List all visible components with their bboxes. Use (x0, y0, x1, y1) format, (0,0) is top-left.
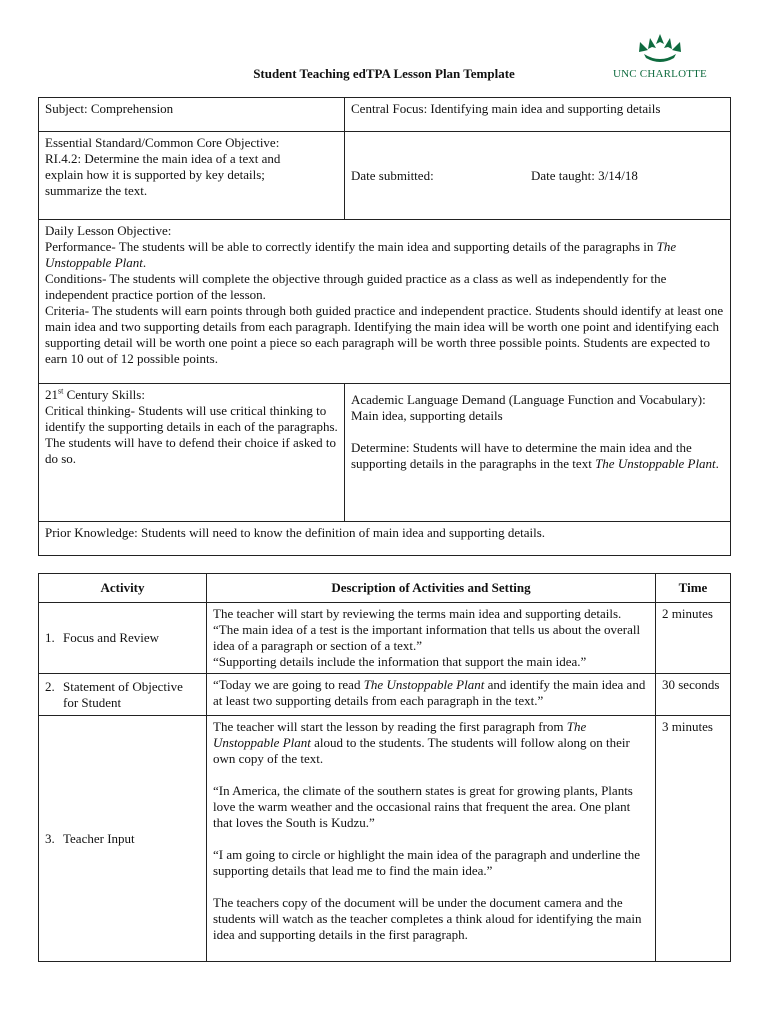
description-body: The teacher will start the lesson by reading the first paragraph from (213, 719, 567, 734)
time-header: Time (656, 574, 731, 603)
description-header: Description of Activities and Setting (207, 574, 656, 603)
activity-description (207, 674, 656, 716)
activity-time: 30 seconds (656, 674, 731, 716)
description-line: “The main idea of a test is the important information that tells us about the overall idea of a paragraph or section of a text.” (213, 622, 641, 653)
standard-line: Essential Standard/Common Core Objective: (45, 135, 280, 150)
activity-description (207, 603, 656, 674)
activity-number: 3. (45, 830, 55, 846)
table-row (39, 603, 731, 674)
activity-name: Statement of Objective (63, 678, 183, 694)
activity-name-cell (39, 603, 207, 674)
activity-number: 1. (45, 630, 55, 645)
academic-heading: Academic Language Demand (Language Function and Vocabulary): (351, 392, 706, 407)
skills-heading-text: Century Skills: (63, 387, 145, 402)
skills-cell (39, 384, 345, 522)
daily-objective-heading: Daily Lesson Objective: (45, 223, 172, 238)
date-taught: Date taught: 3/14/18 (531, 167, 638, 183)
standard-line: RI.4.2: Determine the main idea of a text and (45, 151, 281, 166)
prior-knowledge-cell (39, 522, 731, 556)
activity-header: Activity (39, 574, 207, 603)
book-title: The Unstoppable Plant (45, 239, 677, 270)
table-row (39, 674, 731, 716)
skills-heading (45, 387, 338, 403)
description-body-end: and identify the main idea and at least two supporting details from each paragraph in the text.” (213, 677, 646, 708)
book-title: The Unstoppable Plant (363, 677, 485, 692)
logo-wordmark: UNC CHARLOTTE (613, 68, 707, 80)
description-line: “Supporting details include the information that support the main idea.” (213, 654, 587, 669)
conditions-text: Conditions- The students will complete the objective through guided practice as a class as well as independently for the independent practice portion of the lesson. (45, 271, 667, 302)
performance-end: . (142, 255, 147, 270)
determine-text (351, 440, 724, 472)
activity-time: 2 minutes (656, 603, 731, 674)
subject-cell (39, 98, 345, 132)
criteria-text: Criteria- The students will earn points through both guided practice and independent practice. Students should identify at least one main idea and two supporting details from each paragraph. Identifying the main idea will be worth one point and identifying each supporting detail will be worth one point a piece so each paragraph will be worth three possible points. Students are expected to earn 10 out of 12 possible points. (45, 303, 724, 366)
lesson-plan-table (38, 97, 731, 556)
activity-name: Focus and Review (63, 630, 160, 645)
description-paragraph: “I am going to circle or highlight the main idea of the paragraph and underline the supporting details that lead me to find the main idea.” (213, 847, 641, 878)
activities-table (38, 573, 731, 962)
document-title: Student Teaching edTPA Lesson Plan Template (253, 66, 515, 81)
activity-name: Teacher Input (63, 830, 135, 846)
description-body-end: aloud to the students. The students will follow along on their own copy of the text. (213, 735, 630, 766)
description-line: The teacher will start by reviewing the terms main idea and supporting details. (213, 606, 622, 621)
dates-cell (345, 132, 731, 220)
standard-line: explain how it is supported by key details; (45, 167, 265, 182)
academic-language-cell (345, 384, 731, 522)
activity-name-continued: for Student (63, 694, 122, 710)
skills-heading-num: 21 (45, 387, 58, 402)
activity-name-cell (39, 716, 207, 962)
date-submitted: Date submitted: (351, 167, 434, 183)
description-body: “Today we are going to read (213, 677, 364, 692)
performance-body: Performance- The students will be able to correctly identify the main idea and supporting details of the paragraphs in (45, 239, 657, 254)
description-paragraph: “In America, the climate of the southern states is great for growing plants, Plants love the warm weather and the occasional rains that frequent the area. One plant that loves the South is Kudzu.” (213, 783, 633, 830)
standard-cell (39, 132, 345, 220)
central-focus-text: Central Focus: Identifying main idea and supporting details (351, 101, 661, 116)
daily-objective-cell (39, 220, 731, 384)
central-focus-cell (345, 98, 731, 132)
description-paragraph: The teachers copy of the document will be under the document camera and the students will watch as the teacher completes a think aloud for identifying the main idea and supporting details in the first paragraph. (213, 895, 642, 942)
standard-line: summarize the text. (45, 183, 148, 198)
activity-number: 2. (45, 678, 55, 694)
performance-text (45, 239, 724, 271)
skills-heading-sup: st (58, 386, 64, 396)
activity-time: 3 minutes (656, 716, 731, 962)
prior-knowledge-text: Prior Knowledge: Students will need to know the definition of main idea and supporting details. (45, 525, 546, 540)
book-title: The Unstoppable Plant (213, 719, 587, 750)
activity-description (207, 716, 656, 962)
subject-text: Subject: Comprehension (45, 101, 174, 116)
activity-name-cell (39, 674, 207, 716)
table-row (39, 716, 731, 962)
skills-body: Critical thinking- Students will use critical thinking to identify the supporting details in each of the paragraphs. The students will have to defend their choice if asked to do so. (45, 403, 338, 466)
description-paragraph (213, 719, 649, 767)
crown-emblem-icon (606, 30, 714, 66)
academic-vocab: Main idea, supporting details (351, 408, 503, 423)
determine-body: Determine: Students will have to determine the main idea and the supporting details in the paragraphs in the text (351, 440, 692, 471)
book-title: The Unstoppable Plant (595, 456, 716, 471)
determine-end: . (715, 456, 719, 471)
